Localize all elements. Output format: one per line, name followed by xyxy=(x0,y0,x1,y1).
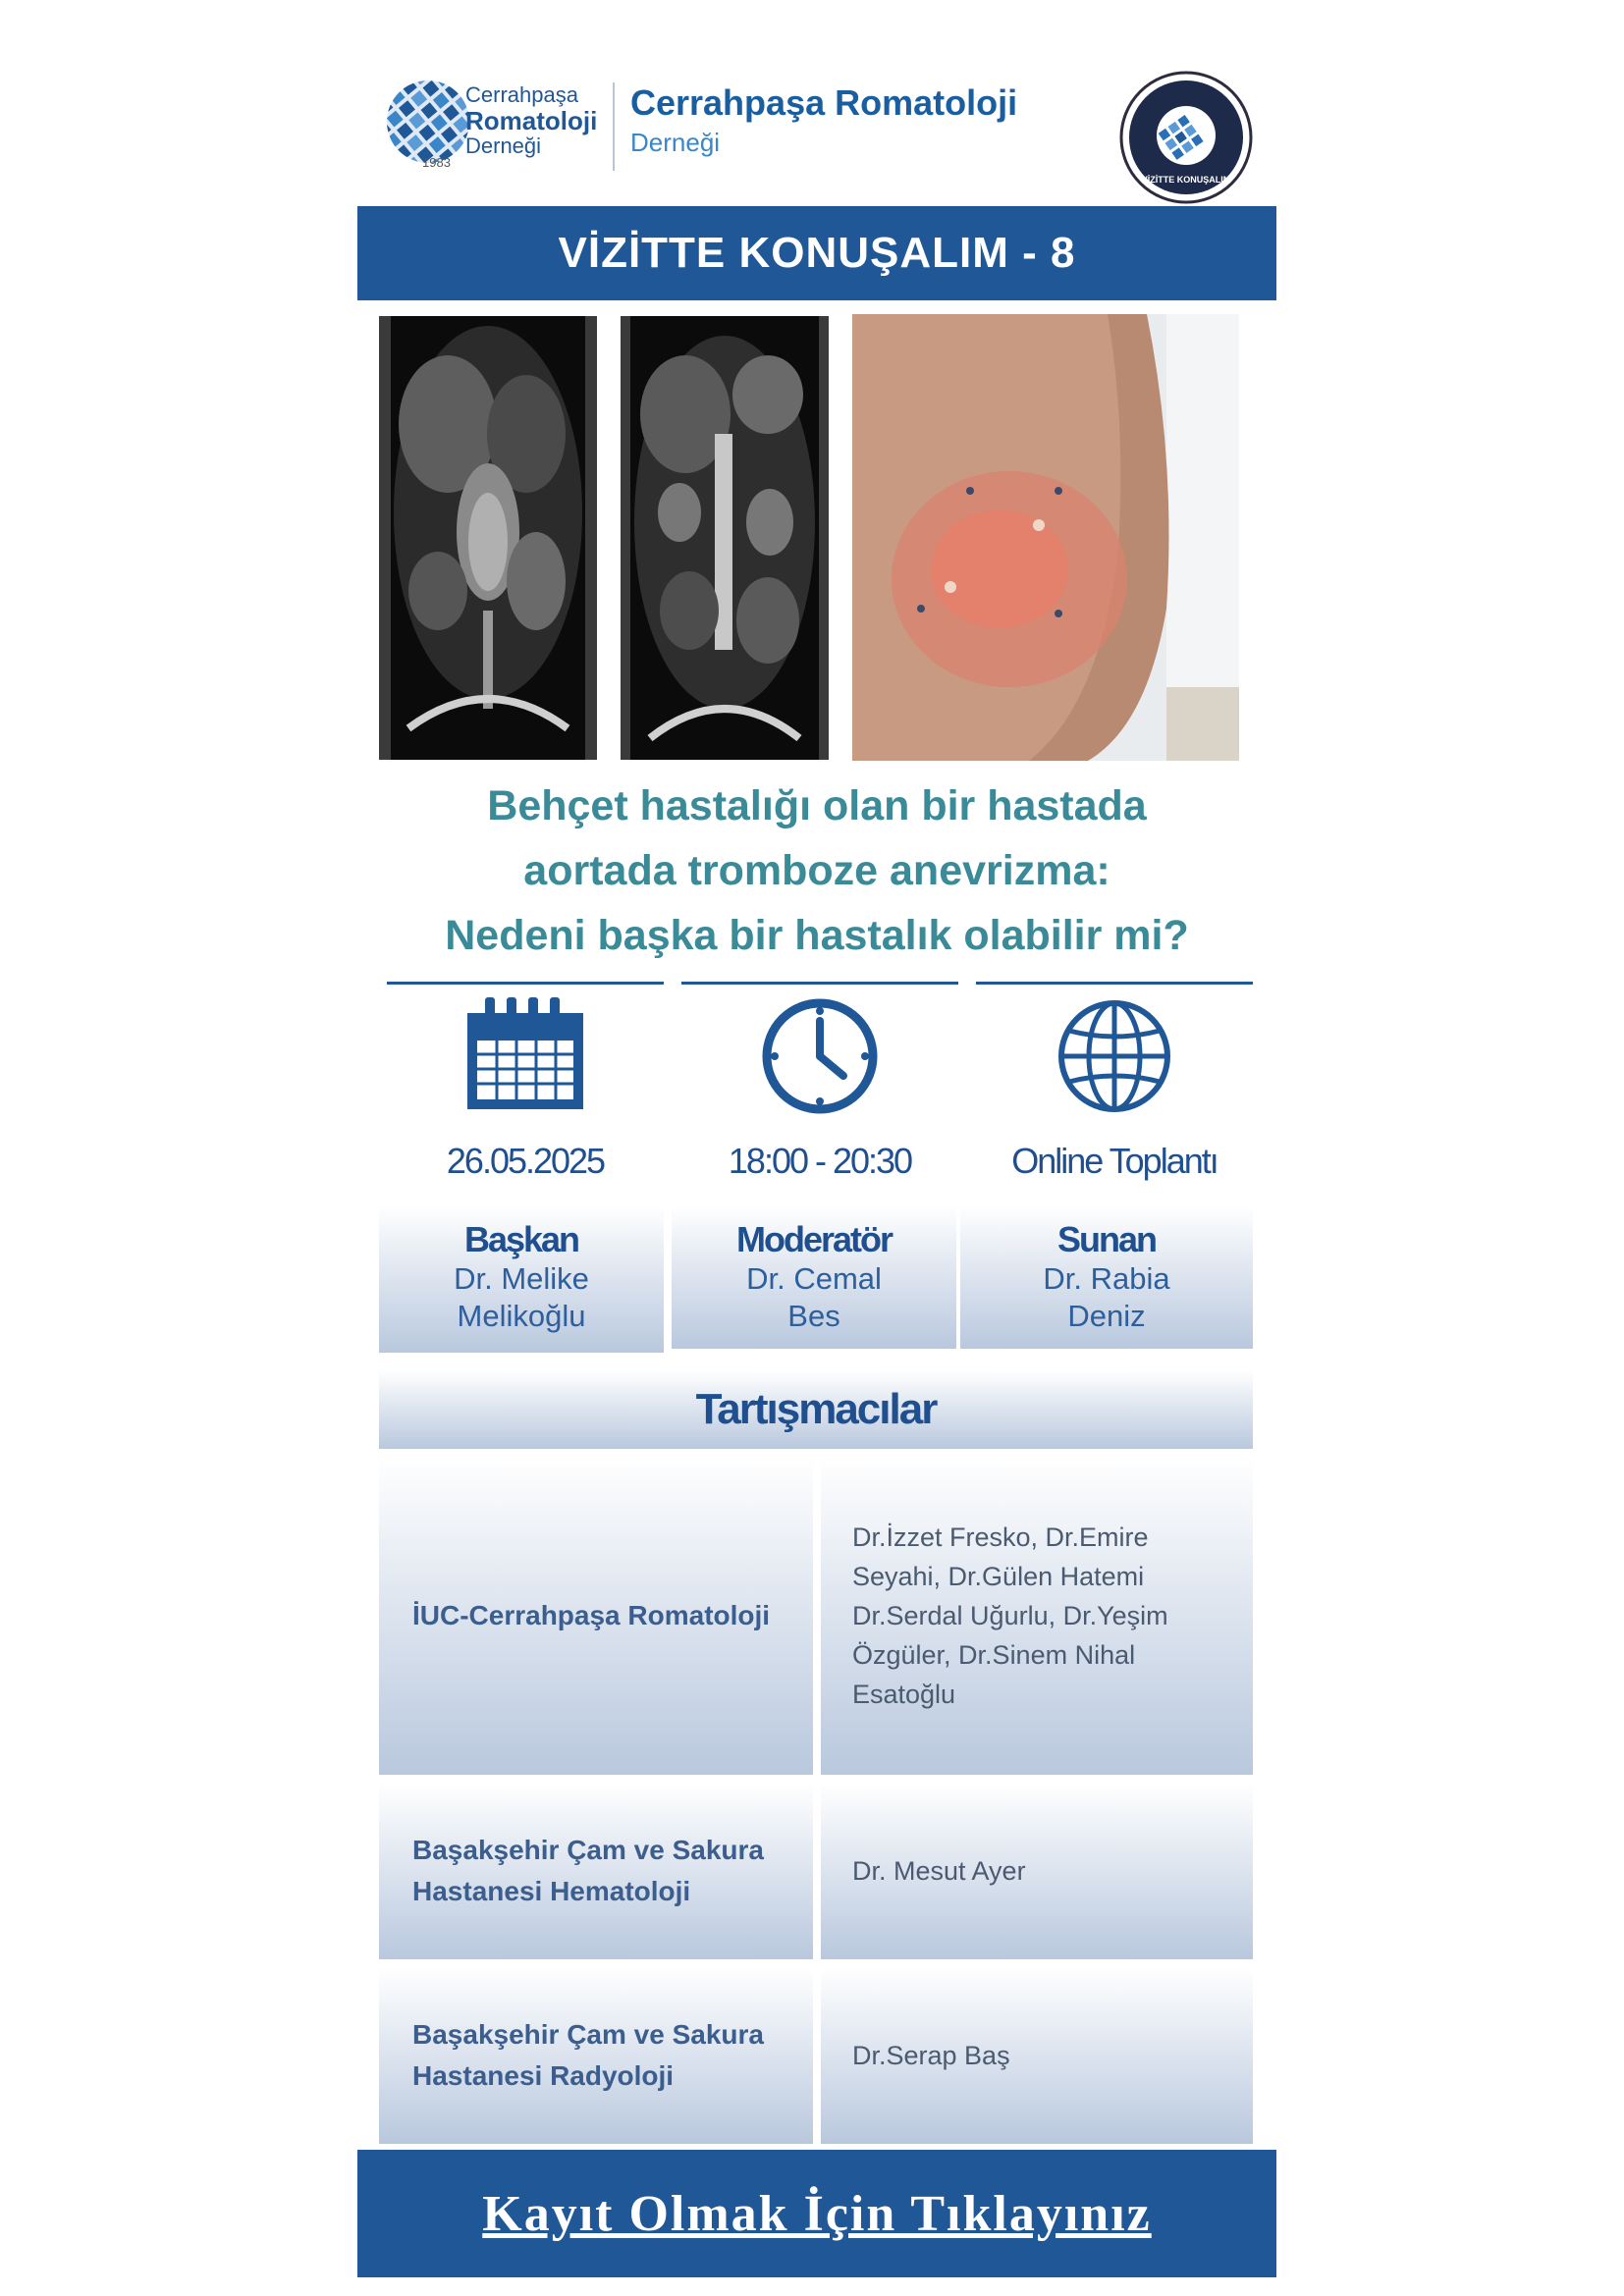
logo-line-2: Romatoloji xyxy=(465,106,598,135)
globe-icon xyxy=(1054,995,1175,1117)
role-moderator-box xyxy=(672,1205,956,1349)
wordmark-line-1: Cerrahpaşa Romatoloji xyxy=(630,82,1018,123)
calendar-icon xyxy=(461,995,589,1113)
institution-line: Başakşehir Çam ve Sakura xyxy=(412,1835,764,1865)
panelist-name-line: Esatoğlu xyxy=(852,1680,956,1709)
association-wordmark xyxy=(630,82,1017,158)
logo-year: 1983 xyxy=(422,155,451,170)
role-name-line-1: Dr. Cemal xyxy=(746,1261,882,1296)
panelist-names xyxy=(821,1967,1253,2144)
register-link[interactable]: Kayıt Olmak İçin Tıklayınız xyxy=(482,2185,1152,2242)
panelist-name-line: Özgüler, Dr.Sinem Nihal xyxy=(852,1640,1136,1670)
register-banner[interactable] xyxy=(357,2150,1276,2277)
event-date: 26.05.2025 xyxy=(446,1141,605,1181)
wordmark-line-2: Derneği xyxy=(630,128,721,157)
role-name-line-2: Deniz xyxy=(1067,1299,1146,1333)
role-name-line-1: Dr. Rabia xyxy=(1043,1261,1170,1296)
event-title-banner xyxy=(357,206,1276,300)
clock-icon xyxy=(759,995,881,1117)
event-format: Online Toplantı xyxy=(1011,1141,1218,1181)
panelist-name-line: Seyahi, Dr.Gülen Hatemi xyxy=(852,1562,1145,1591)
case-title-line-3: Nedeni başka bir hastalık olabilir mi? xyxy=(445,912,1189,959)
panelist-institution xyxy=(379,1783,813,1959)
panelist-names xyxy=(821,1783,1253,1959)
panelist-name-line: Dr.İzzet Fresko, Dr.Emire xyxy=(852,1522,1149,1552)
ct-scan-image-1 xyxy=(379,316,597,760)
institution-line: Hastanesi Radyoloji xyxy=(412,2060,675,2091)
panelist-name-line: Dr. Mesut Ayer xyxy=(852,1856,1026,1886)
logo-line-1: Cerrahpaşa xyxy=(465,82,578,107)
event-title: VİZİTTE KONUŞALIM - 8 xyxy=(558,229,1076,277)
role-title: Başkan xyxy=(463,1219,579,1259)
event-date-block xyxy=(387,995,664,1182)
ct-scan-image-2 xyxy=(621,316,829,760)
divider-rule xyxy=(976,982,1253,985)
logo-divider xyxy=(613,82,615,171)
vizitte-konusalim-seal xyxy=(1119,71,1253,204)
role-title: Moderatör xyxy=(735,1219,892,1259)
panelist-names xyxy=(821,1457,1253,1775)
institution-line: İUC-Cerrahpaşa Romatoloji xyxy=(412,1600,771,1630)
role-name-line-1: Dr. Melike xyxy=(454,1261,589,1296)
panelist-name-line: Dr.Serap Baş xyxy=(852,2041,1010,2070)
logo-line-3: Derneği xyxy=(465,133,542,158)
role-name-line-2: Melikoğlu xyxy=(457,1299,586,1333)
svg-text:VİZİTTE KONUŞALIM: VİZİTTE KONUŞALIM xyxy=(1141,175,1231,185)
panelists-heading: Tartışmacılar xyxy=(695,1385,937,1433)
role-title: Sunan xyxy=(1056,1219,1156,1259)
leg-lesion-photo xyxy=(852,314,1239,761)
institution-line: Hastanesi Hematoloji xyxy=(412,1876,691,1906)
case-title-line-1: Behçet hastalığı olan bir hastada xyxy=(487,782,1147,829)
panelists-heading-bar xyxy=(379,1370,1253,1449)
role-name-line-2: Bes xyxy=(787,1299,840,1333)
role-presenter-box xyxy=(960,1205,1253,1349)
event-time: 18:00 - 20:30 xyxy=(728,1141,912,1181)
institution-line: Başakşehir Çam ve Sakura xyxy=(412,2019,764,2050)
case-title xyxy=(357,774,1276,968)
role-chair-box xyxy=(379,1205,664,1353)
case-title-line-2: aortada tromboze anevrizma: xyxy=(523,847,1110,894)
panelist-name-line: Dr.Serdal Uğurlu, Dr.Yeşim xyxy=(852,1601,1168,1630)
panelist-institution xyxy=(379,1967,813,2144)
event-format-block xyxy=(976,995,1253,1182)
panelist-institution xyxy=(379,1457,813,1775)
event-time-block xyxy=(681,995,958,1182)
divider-rule xyxy=(681,982,958,985)
divider-rule xyxy=(387,982,664,985)
association-logo xyxy=(383,77,638,175)
